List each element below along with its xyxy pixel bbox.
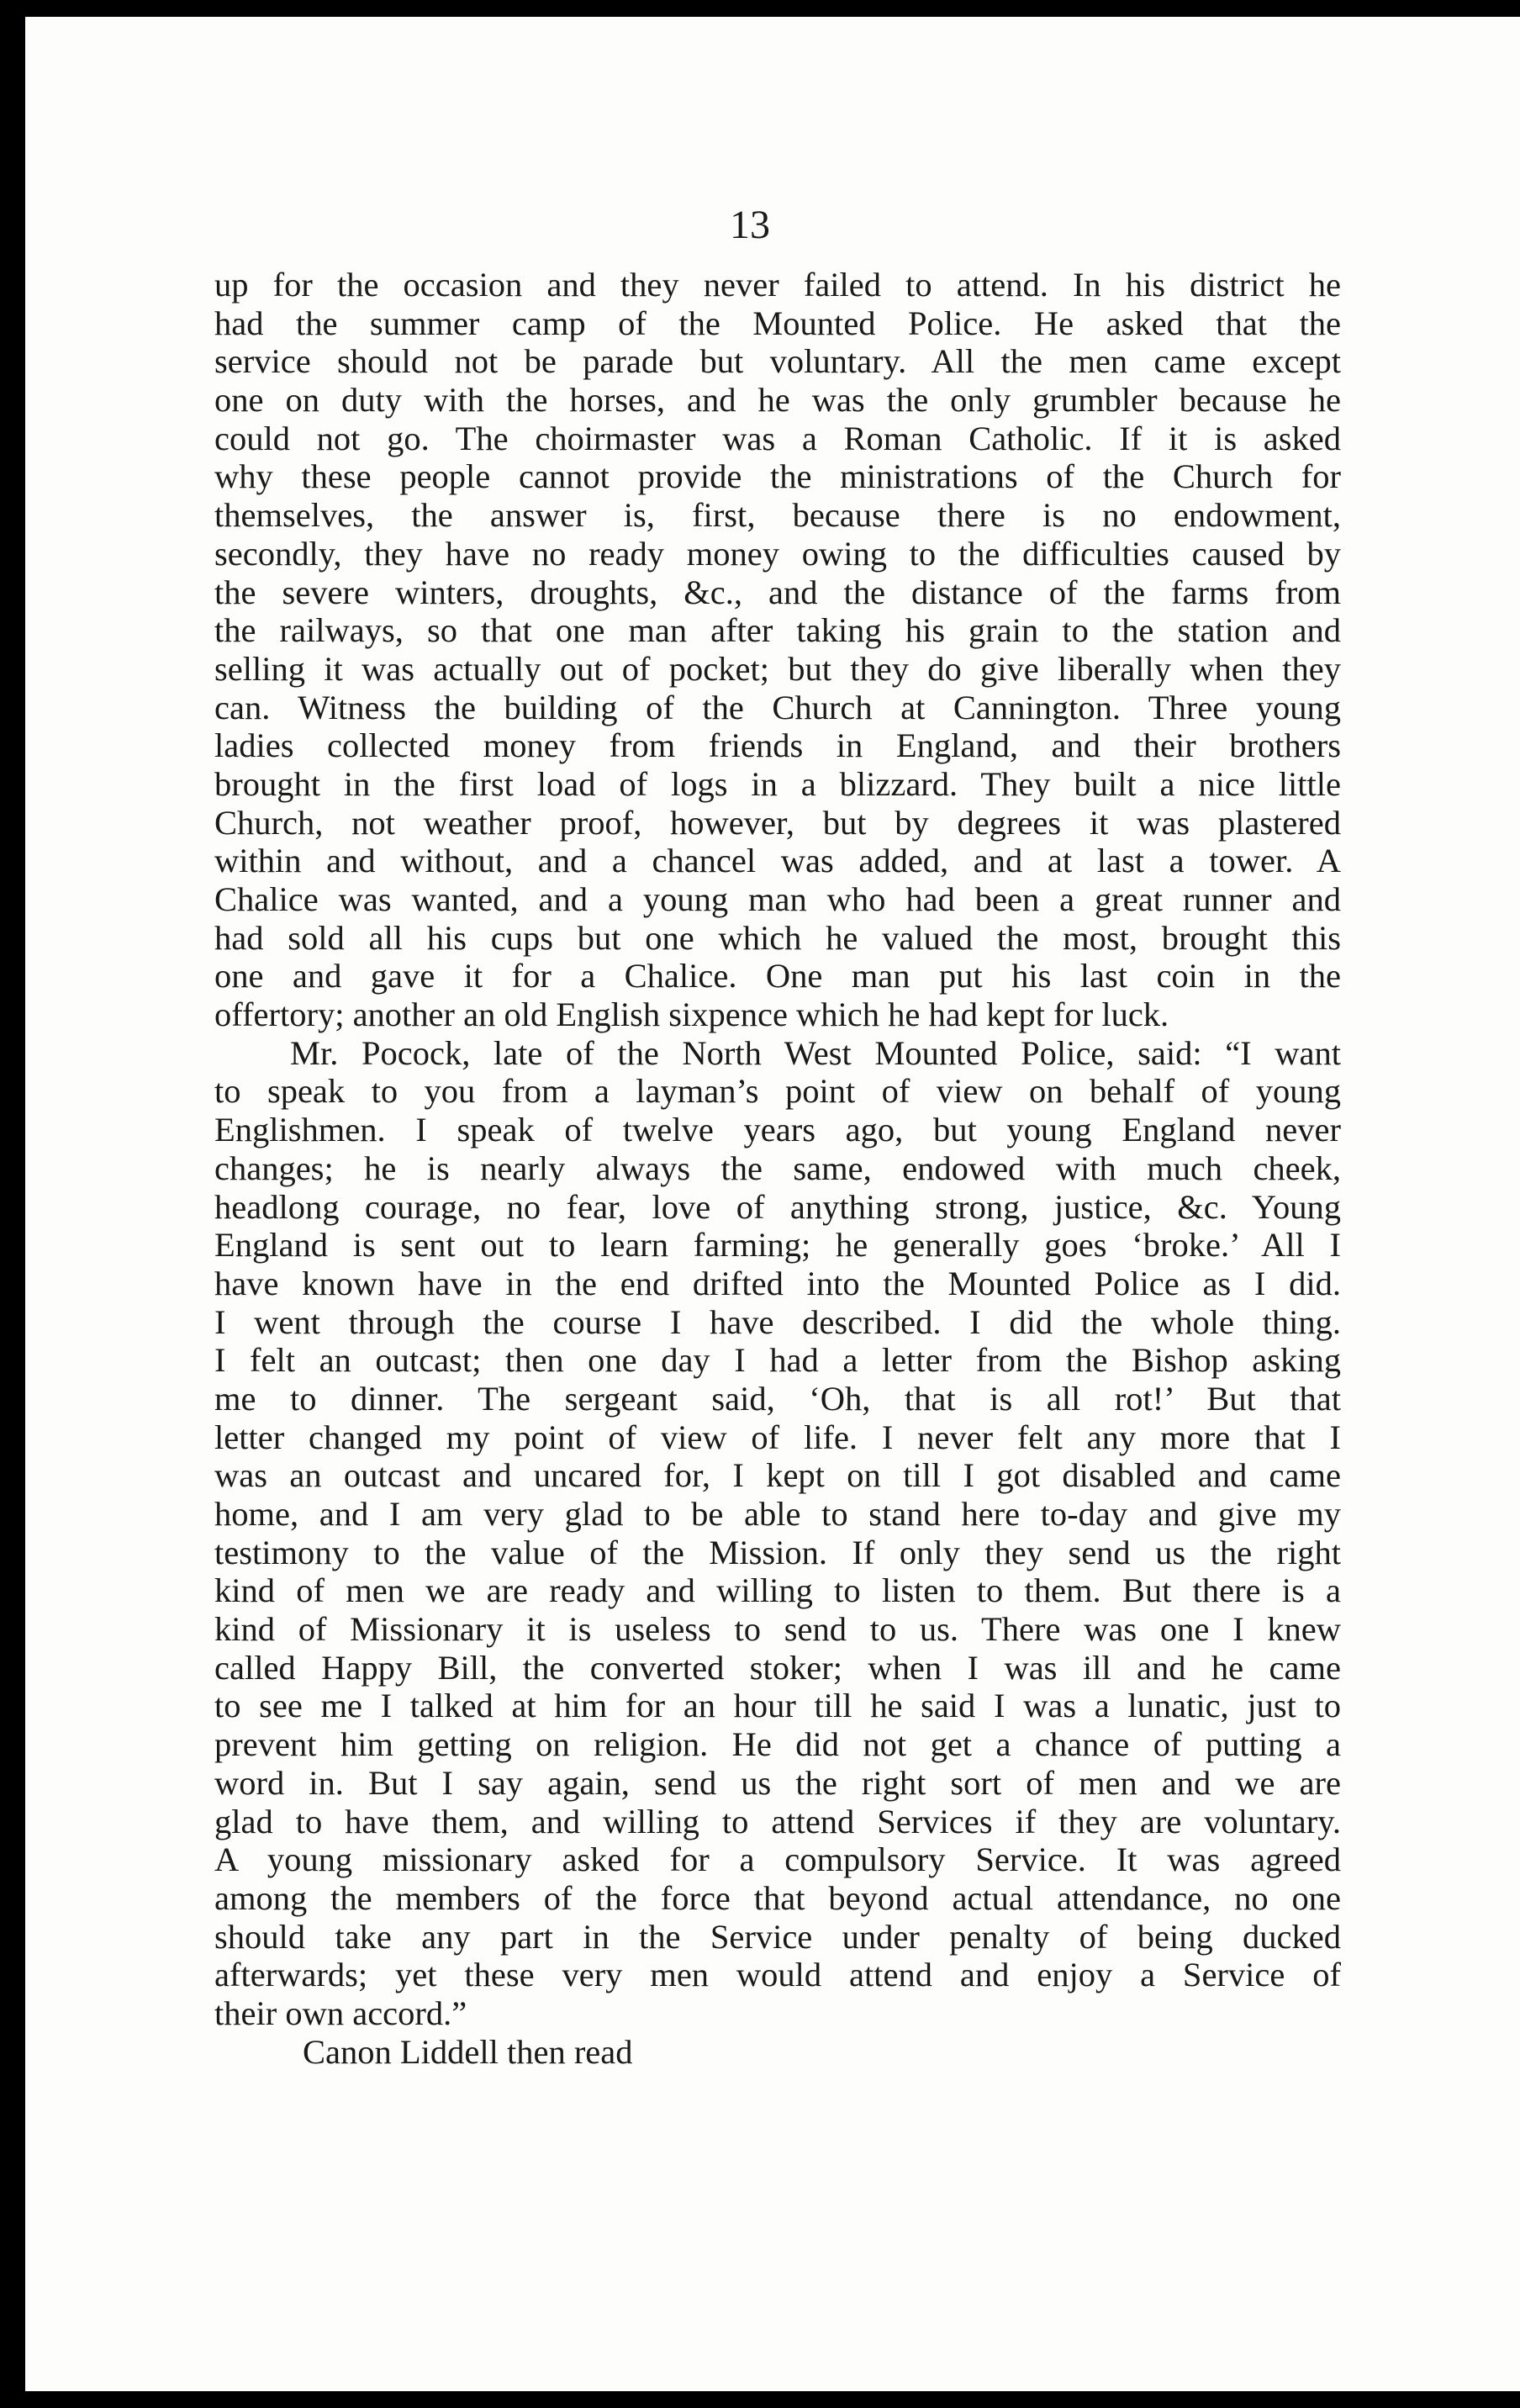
- text-line: changes; he is nearly always the same, endowed with much cheek,: [214, 1149, 1341, 1187]
- text-line: kind of Missionary it is useless to send to us. There was one I knew: [214, 1610, 1341, 1649]
- text-line: testimony to the value of the Mission. If only they send us the right: [214, 1533, 1341, 1571]
- text-line: service should not be parade but voluntary. All the men came except: [214, 342, 1341, 381]
- text-line: brought in the first load of logs in a blizzard. They built a nice little: [214, 764, 1341, 803]
- text-line: Chalice was wanted, and a young man who had been a great runner and: [214, 880, 1341, 918]
- page-number: 13: [730, 203, 770, 247]
- text-line: to see me I talked at him for an hour till he said I was a lunatic, just to: [214, 1687, 1341, 1725]
- text-line: their own accord.”: [214, 1993, 467, 2032]
- text-line: afterwards; yet these very men would attend and enjoy a Service of: [214, 1956, 1341, 1994]
- text-line: Church, not weather proof, however, but by degrees it was plastered: [214, 803, 1341, 842]
- text-line: England is sent out to learn farming; he generally goes ‘broke.’ All I: [214, 1226, 1341, 1265]
- text-line: could not go. The choirmaster was a Roman Catholic. If it is asked: [214, 419, 1341, 457]
- text-line: Englishmen. I speak of twelve years ago, but young England never: [214, 1111, 1341, 1149]
- text-line: among the members of the force that beyond actual attendance, no one: [214, 1878, 1341, 1917]
- text-line: called Happy Bill, the converted stoker; when I was ill and he came: [214, 1648, 1341, 1687]
- text-line: letter changed my point of view of life. I never felt any more that I: [214, 1418, 1341, 1456]
- text-line: why these people cannot provide the ministrations of the Church for: [214, 457, 1341, 496]
- text-line: word in. But I say again, send us the right sort of men and we are: [214, 1763, 1341, 1802]
- body-text: [214, 266, 1341, 2071]
- text-line: A young missionary asked for a compulsory Service. It was agreed: [214, 1840, 1341, 1879]
- text-line: the railways, so that one man after taking his grain to the station and: [214, 611, 1341, 650]
- text-line: glad to have them, and willing to attend Services if they are voluntary.: [214, 1802, 1341, 1840]
- text-line: the severe winters, droughts, &c., and the distance of the farms from: [214, 573, 1341, 611]
- text-line: secondly, they have no ready money owing to the difficulties caused by: [214, 534, 1341, 573]
- text-line: selling it was actually out of pocket; but they do give liberally when they: [214, 649, 1341, 688]
- text-line: headlong courage, no fear, love of anything strong, justice, &c. Young: [214, 1187, 1341, 1226]
- text-line: Canon Liddell then read: [303, 2032, 633, 2071]
- text-line: prevent him getting on religion. He did not get a chance of putting a: [214, 1725, 1341, 1764]
- text-line: home, and I am very glad to be able to stand here to-day and give my: [214, 1495, 1341, 1533]
- text-line: up for the occasion and they never failed to attend. In his district he: [214, 266, 1341, 304]
- text-line: within and without, and a chancel was added, and at last a tower. A: [214, 842, 1341, 880]
- text-line: one and gave it for a Chalice. One man put his last coin in the: [214, 957, 1341, 995]
- text-line: had the summer camp of the Mounted Police. He asked that the: [214, 304, 1341, 342]
- text-line: themselves, the answer is, first, because there is no endowment,: [214, 496, 1341, 535]
- text-line: I felt an outcast; then one day I had a letter from the Bishop asking: [214, 1341, 1341, 1380]
- text-line: had sold all his cups but one which he valued the most, brought this: [214, 918, 1341, 957]
- text-line: me to dinner. The sergeant said, ‘Oh, that is all rot!’ But that: [214, 1379, 1341, 1418]
- text-line: Mr. Pocock, late of the North West Mounted Police, said: “I want: [290, 1033, 1341, 1072]
- text-line: offertory; another an old English sixpence which he had kept for luck.: [214, 995, 1169, 1034]
- text-line: one on duty with the horses, and he was the only grumbler because he: [214, 381, 1341, 420]
- text-line: should take any part in the Service under penalty of being ducked: [214, 1917, 1341, 1956]
- text-line: I went through the course I have described. I did the whole thing.: [214, 1302, 1341, 1341]
- text-line: kind of men we are ready and willing to listen to them. But there is a: [214, 1571, 1341, 1610]
- text-line: have known have in the end drifted into the Mounted Police as I did.: [214, 1264, 1341, 1302]
- text-line: can. Witness the building of the Church at Cannington. Three young: [214, 688, 1341, 726]
- text-line: ladies collected money from friends in England, and their brothers: [214, 726, 1341, 765]
- text-line: was an outcast and uncared for, I kept on till I got disabled and came: [214, 1456, 1341, 1495]
- text-line: to speak to you from a layman’s point of view on behalf of young: [214, 1072, 1341, 1111]
- document-page: [25, 17, 1520, 2391]
